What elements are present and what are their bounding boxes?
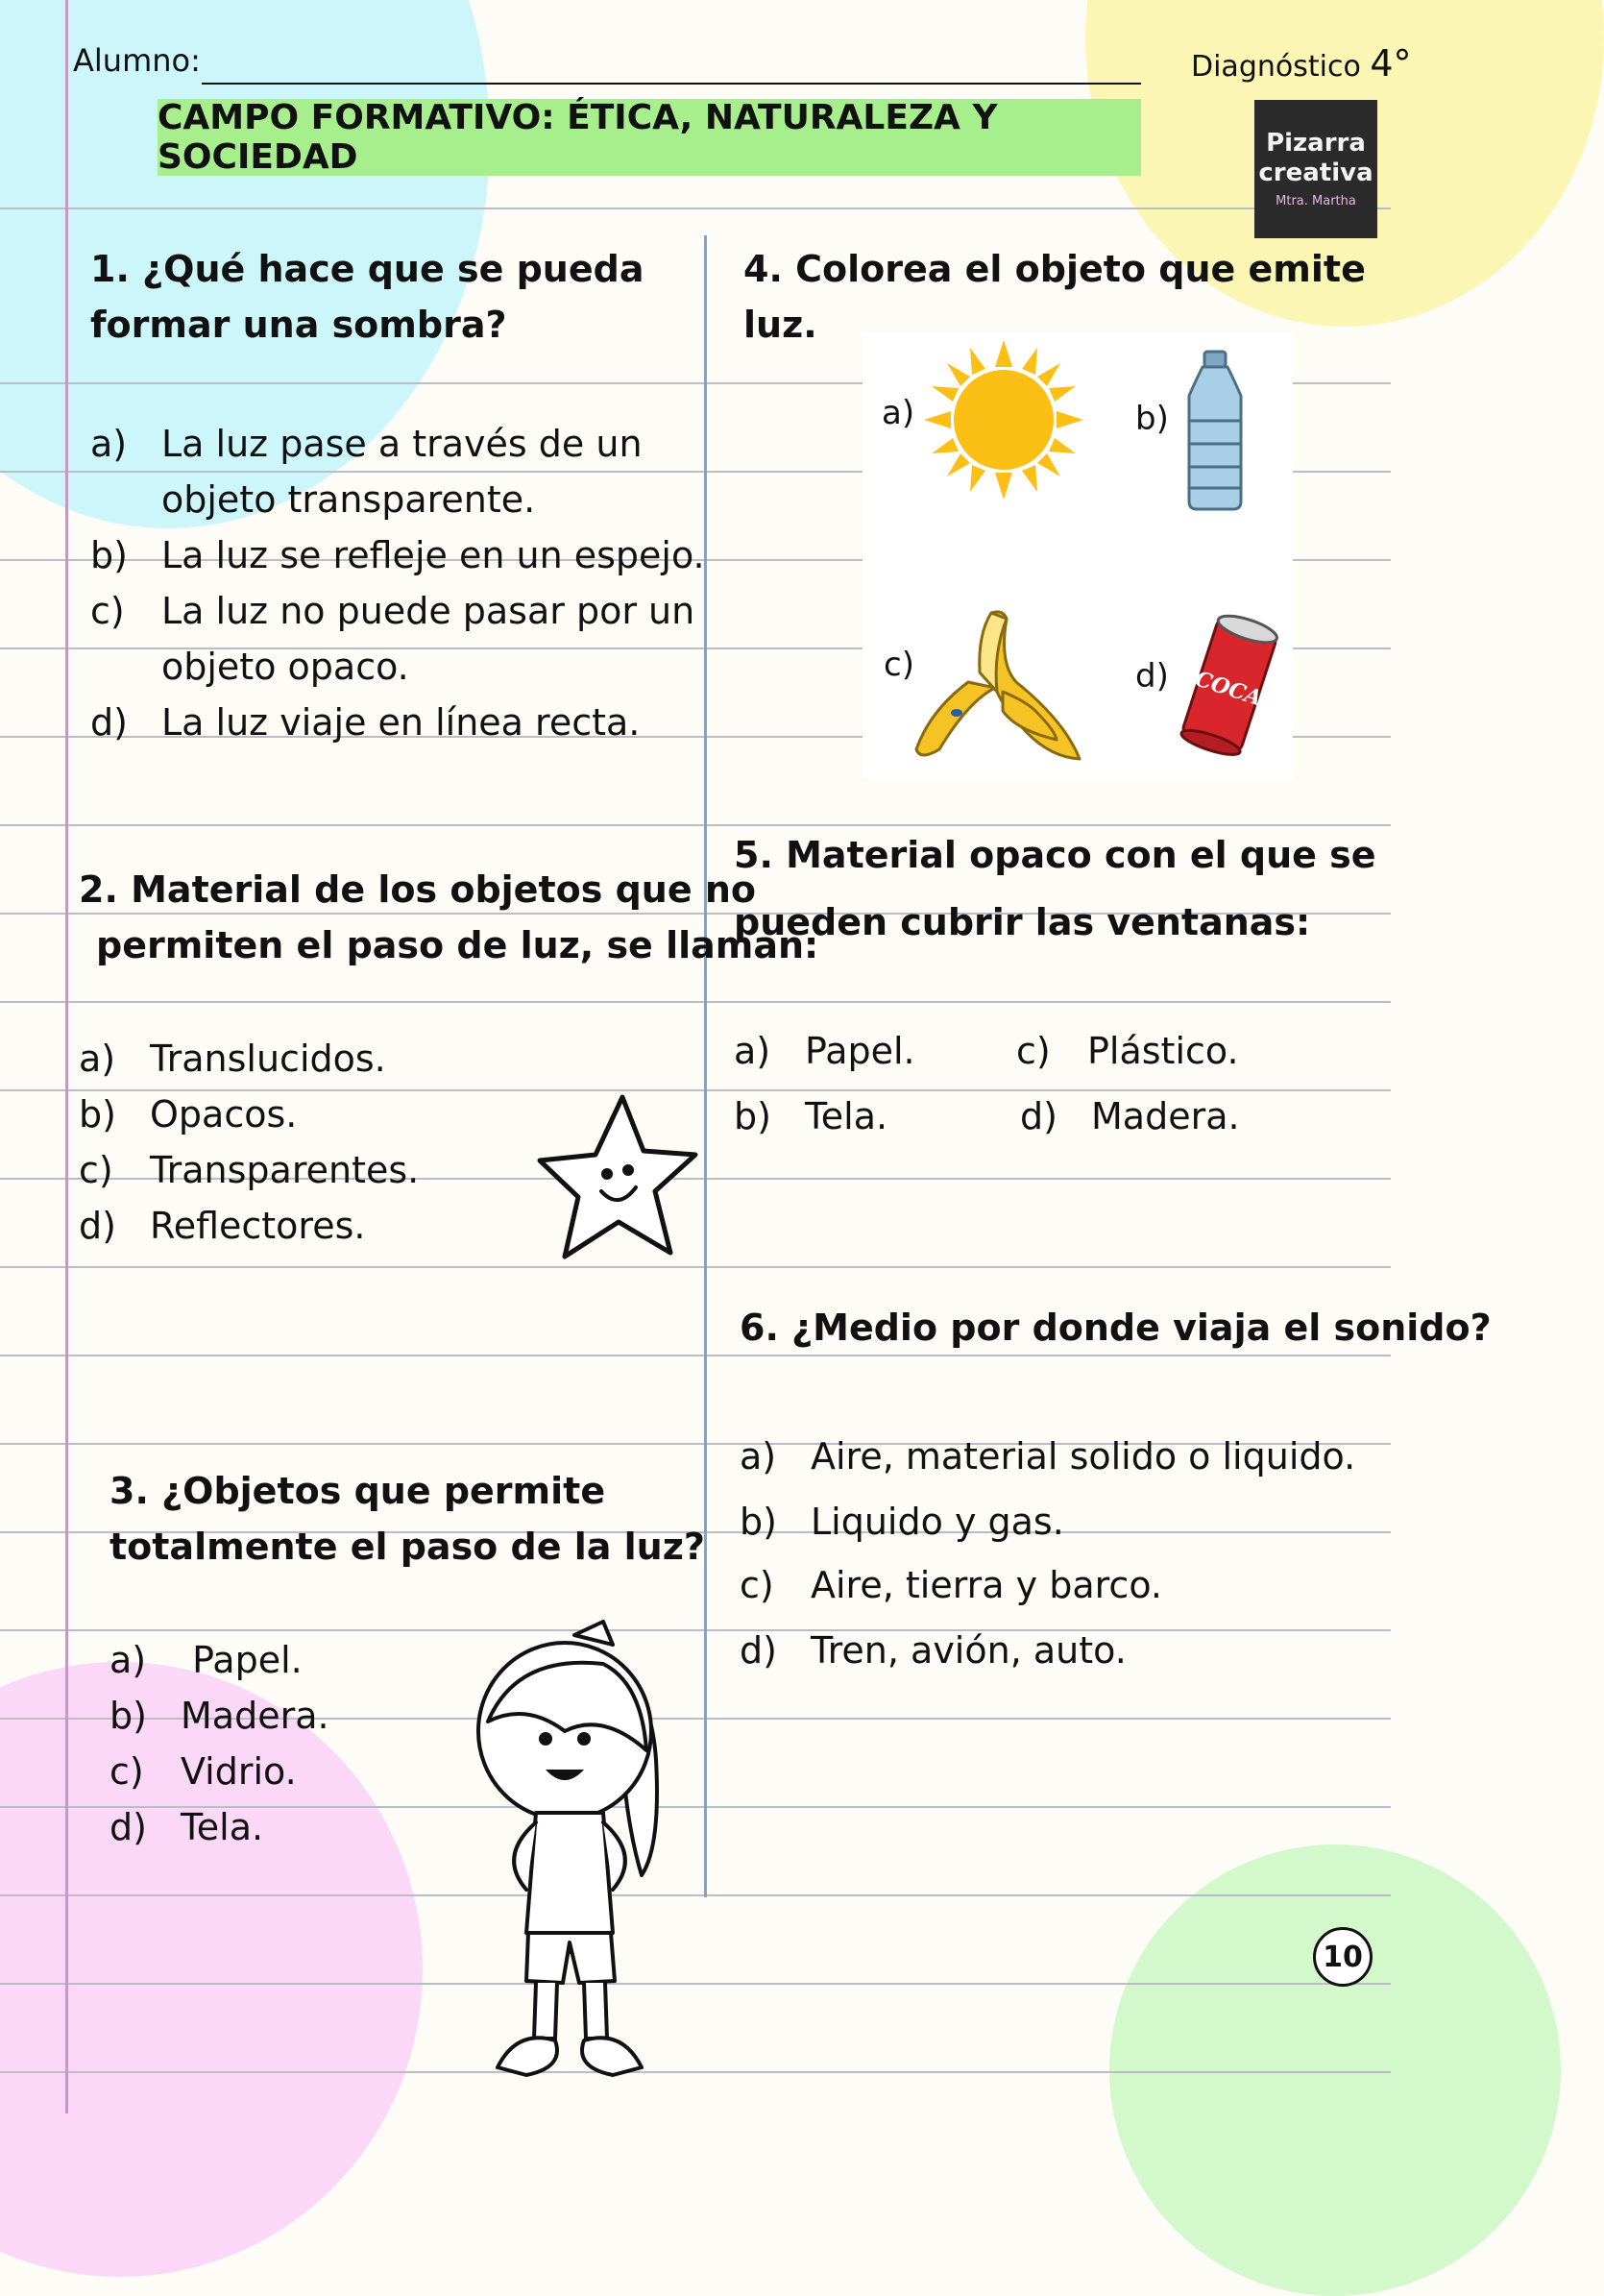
can-label: COCA bbox=[1191, 666, 1265, 712]
q4-label-d: d) bbox=[1135, 657, 1169, 696]
q2-option[interactable]: a) Translucidos. bbox=[79, 1038, 386, 1080]
q2-title-line1: 2. Material de los objetos que no bbox=[79, 868, 756, 911]
q2-option[interactable]: d) Reflectores. bbox=[79, 1205, 366, 1247]
q1-title-line2: formar una sombra? bbox=[90, 304, 507, 346]
water-bottle-icon[interactable] bbox=[1181, 348, 1249, 513]
pizarra-creativa-logo bbox=[1254, 100, 1377, 238]
girl-illustration bbox=[459, 1616, 709, 2113]
q5-option[interactable]: a) Papel. bbox=[734, 1030, 915, 1072]
q3-option[interactable]: a) Papel. bbox=[109, 1639, 303, 1681]
q3-option[interactable]: d) Tela. bbox=[109, 1806, 264, 1848]
q4-label-c: c) bbox=[884, 646, 914, 684]
sun-icon[interactable] bbox=[922, 338, 1085, 501]
q5-option[interactable]: b) Tela. bbox=[734, 1095, 888, 1137]
q4-title-line1: 4. Colorea el objeto que emite bbox=[743, 248, 1366, 290]
page-title: CAMPO FORMATIVO: ÉTICA, NATURALEZA Y SOCIEDAD bbox=[158, 99, 1141, 176]
q6-title: 6. ¿Medio por donde viaja el sonido? bbox=[740, 1307, 1492, 1349]
student-label: Alumno: bbox=[73, 42, 201, 79]
green-circle-decoration bbox=[1109, 1844, 1561, 2296]
q5-title-line1: 5. Material opaco con el que se bbox=[734, 834, 1376, 876]
q1-option[interactable]: b) La luz se refleje en un espejo. bbox=[90, 534, 705, 576]
q2-title-line2: permiten el paso de luz, se llaman: bbox=[96, 924, 819, 966]
grade-text: 4° bbox=[1370, 42, 1412, 85]
q3-title-line2: totalmente el paso de la luz? bbox=[109, 1526, 705, 1568]
q1-title-line1: 1. ¿Qué hace que se pueda bbox=[90, 248, 644, 290]
smiling-star-illustration bbox=[536, 1091, 699, 1264]
q6-option[interactable]: a) Aire, material solido o liquido. bbox=[740, 1435, 1356, 1478]
q1-option[interactable]: c) La luz no puede pasar por un bbox=[90, 590, 695, 632]
logo-line2: creativa bbox=[1258, 159, 1373, 188]
q5-option[interactable]: c) Plástico. bbox=[1016, 1030, 1239, 1072]
diagnostic-label bbox=[1191, 42, 1412, 85]
student-name-line[interactable] bbox=[202, 83, 1141, 85]
q4-title-line2: luz. bbox=[743, 304, 817, 346]
q2-option[interactable]: c) Transparentes. bbox=[79, 1149, 420, 1191]
margin-line bbox=[65, 0, 68, 2113]
q1-option-cont: objeto transparente. bbox=[161, 478, 536, 521]
q5-title-line2: pueden cubrir las ventanas: bbox=[734, 901, 1311, 943]
diagnostic-text: Diagnóstico bbox=[1191, 50, 1361, 84]
q5-option[interactable]: d) Madera. bbox=[1020, 1095, 1240, 1137]
q1-option[interactable]: d) La luz viaje en línea recta. bbox=[90, 701, 641, 744]
q6-option[interactable]: b) Liquido y gas. bbox=[740, 1501, 1064, 1543]
page-number: 10 bbox=[1313, 1927, 1373, 1987]
banana-peel-icon[interactable] bbox=[911, 605, 1083, 769]
q3-option[interactable]: c) Vidrio. bbox=[109, 1750, 297, 1793]
q1-option-cont: objeto opaco. bbox=[161, 646, 409, 688]
q6-option[interactable]: c) Aire, tierra y barco. bbox=[740, 1564, 1162, 1606]
q2-option[interactable]: b) Opacos. bbox=[79, 1093, 298, 1136]
logo-sub: Mtra. Martha bbox=[1276, 194, 1356, 209]
q3-title-line1: 3. ¿Objetos que permite bbox=[109, 1470, 606, 1512]
q3-option[interactable]: b) Madera. bbox=[109, 1695, 329, 1737]
q4-label-b: b) bbox=[1135, 400, 1169, 438]
soda-can-icon[interactable] bbox=[1174, 613, 1285, 757]
logo-line1: Pizarra bbox=[1266, 129, 1366, 158]
q6-option[interactable]: d) Tren, avión, auto. bbox=[740, 1629, 1127, 1672]
q1-option[interactable]: a) La luz pase a través de un bbox=[90, 423, 643, 465]
q4-label-a: a) bbox=[882, 394, 915, 432]
